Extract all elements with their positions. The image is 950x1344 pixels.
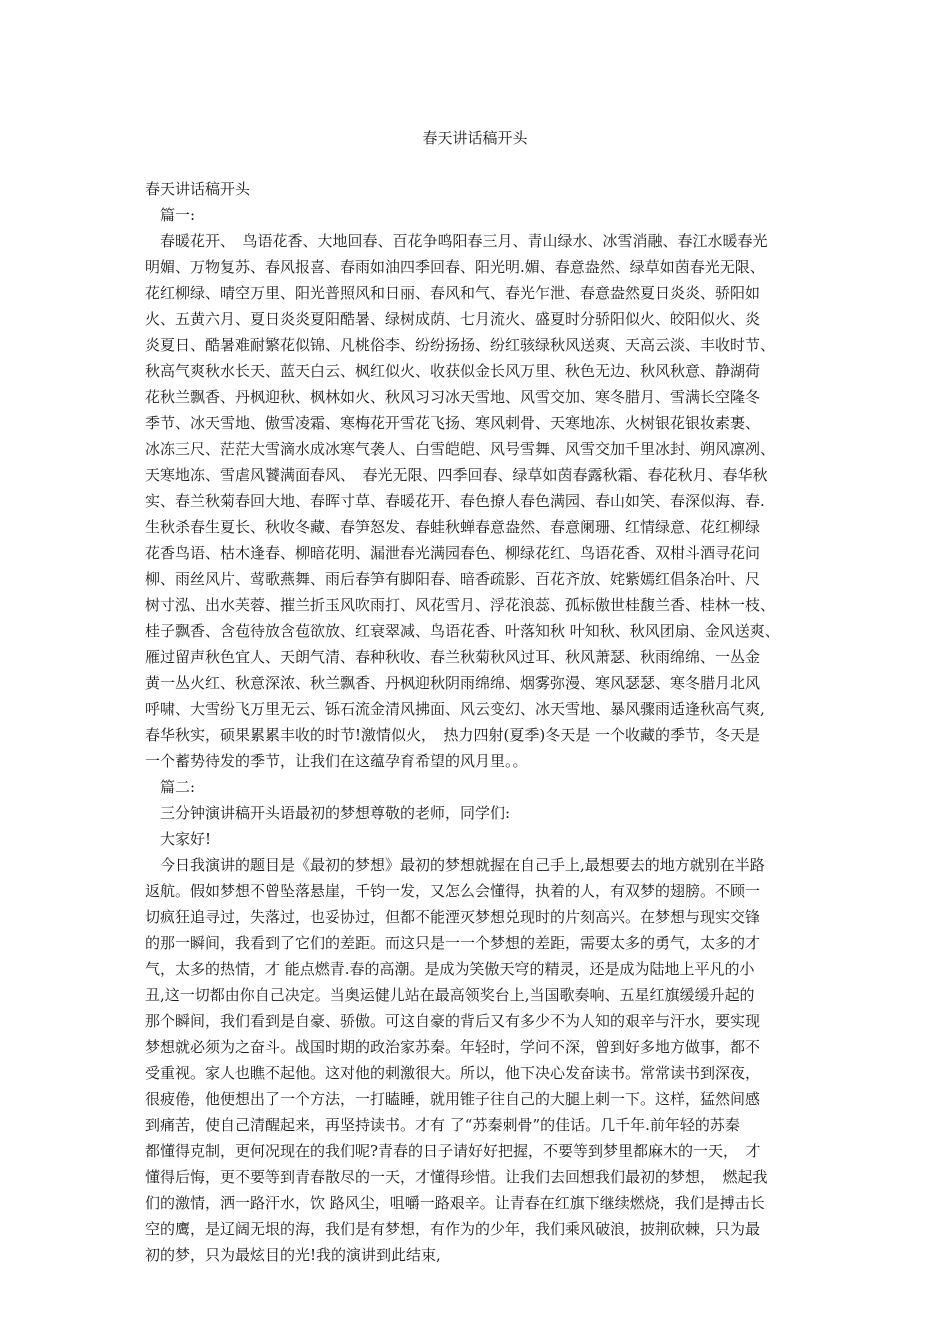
text-line: 黄一丛火红、秋意深浓、秋兰飘香、丹枫迎秋阴雨绵绵、烟雾弥漫、寒风瑟瑟、寒冬腊月北风 bbox=[145, 674, 761, 692]
text-line: 返航。假如梦想不曾坠落悬崖，千钧一发，又怎么会懂得，执着的人，有双梦的翅膀。不顾一 bbox=[145, 882, 761, 900]
text-line: 呼啸、大雪纷飞万里无云、铄石流金清风拂面、风云变幻、冰天雪地、暴风骤雨适逢秋高气爽, bbox=[145, 700, 765, 718]
text-line: 受重视。家人也瞧不起他。这对他的刺激很大。所以，他下决心发奋读书。常常读书到深夜， bbox=[145, 1064, 761, 1082]
text-line: 丑,这一切都由你自己决定。当奥运健儿站在最高领奖台上,当国歌奏响、五星红旗缓缓升起的 bbox=[145, 986, 755, 1004]
text-line: 初的梦，只为最炫目的光!我的演讲到此结束, bbox=[145, 1246, 441, 1264]
text-line: 秋高气爽秋水长天、蓝天白云、枫红似火、收获似金长风万里、秋色无边、秋风秋意、静湖荷 bbox=[145, 362, 761, 380]
text-line: 都懂得克制，更何况现在的我们呢?青春的日子请好好把握，不要等到梦里都麻木的一天， 才 bbox=[145, 1142, 761, 1160]
text-line: 今日我演讲的题目是《最初的梦想》最初的梦想就握在自己手上,最想要去的地方就别在半路 bbox=[145, 856, 765, 874]
text-line: 明媚、万物复苏、春风报喜、春雨如油四季回春、阳光明.媚、春意盎然、绿草如茵春光无限、 bbox=[145, 258, 765, 276]
document-title: 春天讲话稿开头 bbox=[422, 129, 528, 147]
text-line: 到痛苦，使自己清醒起来，再坚持读书。才有 了“苏秦刺骨”的佳话。几千年.前年轻的苏秦 bbox=[145, 1116, 740, 1134]
text-line: 梦想就必须为之奋斗。战国时期的政治家苏秦。年轻时，学问不深，曾到好多地方做事，都不 bbox=[145, 1038, 761, 1056]
text-line: 桂子飘香、含苞待放含苞欲放、红衰翠减、鸟语花香、叶落知秋 叶知秋、秋风团扇、金风送爽、 bbox=[145, 622, 780, 640]
text-line: 大家好! bbox=[145, 830, 212, 848]
text-line: 气，太多的热情，才 能点燃青.春的高潮。是成为笑傲天穹的精灵，还是成为陆地上平凡的小 bbox=[145, 960, 755, 978]
text-line: 春暖花开、 鸟语花香、大地回春、百花争鸣阳春三月、青山绿水、冰雪消融、春江水暖春光 bbox=[145, 232, 768, 250]
text-line: 花秋兰飘香、丹枫迎秋、枫林如火、秋风习习冰天雪地、风雪交加、寒冬腊月、雪满长空隆冬 bbox=[145, 388, 761, 406]
text-line: 三分钟演讲稿开头语最初的梦想尊敬的老师，同学们: bbox=[145, 804, 511, 822]
text-line: 的那一瞬间，我看到了它们的差距。而这只是一一个梦想的差距，需要太多的勇气，太多的才 bbox=[145, 934, 761, 952]
text-line: 季节、冰天雪地、傲雪凌霜、寒梅花开雪花飞扬、寒风刺骨、天寒地冻、火树银花银妆素裹、 bbox=[145, 414, 761, 432]
text-line: 火、五黄六月、夏日炎炎夏阳酷暑、绿树成荫、七月流火、盛夏时分骄阳似火、皎阳似火、炎 bbox=[145, 310, 761, 328]
text-line: 柳、雨丝风片、莺歌燕舞、雨后春笋有脚阳春、暗香疏影、百花齐放、姹紫嫣红倡条冶叶、尺 bbox=[145, 570, 761, 588]
text-line: 生秋杀春生夏长、秋收冬藏、春笋怒发、春蛙秋蝉春意盎然、春意阑珊、红情绿意、花红柳绿 bbox=[145, 518, 761, 536]
text-line: 冰冻三尺、茫茫大雪滴水成冰寒气袭人、白雪皑皑、风号雪舞、风雪交加千里冰封、朔风凛冽、 bbox=[145, 440, 776, 458]
text-line: 们的激情，洒一路汗水，饮 路风尘，咀嚼一路艰辛。让青春在红旗下继续燃烧，我们是搏击长 bbox=[145, 1194, 765, 1212]
text-line: 实、春兰秋菊春回大地、春晖寸草、春暖花开、春色撩人春色满园、春山如笑、春深似海、春. bbox=[145, 492, 765, 510]
text-line: 天寒地冻、雪虐风饕满面春风、 春光无限、四季回春、绿草如茵春露秋霜、春花秋月、春华秋 bbox=[145, 466, 768, 484]
text-line: 篇二: bbox=[145, 778, 196, 796]
text-line: 春华秋实，硕果累累丰收的时节!激情似火， 热力四射(夏季)冬天是 一个收藏的季节，冬天是 bbox=[145, 726, 761, 744]
text-line: 树寸泓、出水芙蓉、摧兰折玉风吹雨打、风花雪月、浮花浪蕊、孤标傲世桂馥兰香、桂林一枝、 bbox=[145, 596, 776, 614]
text-line: 懂得后悔，更不要等到青春散尽的一天，才懂得珍惜。让我们去回想我们最初的梦想， 燃起我 bbox=[145, 1168, 768, 1186]
text-line: 很疲倦，他便想出了一个方法，一打瞌睡，就用锥子往自己的大腿上刺一下。这样，猛然间感 bbox=[145, 1090, 761, 1108]
text-line: 花香鸟语、枯木逢春、柳暗花明、漏泄春光满园春色、柳绿花红、鸟语花香、双柑斗酒寻花问 bbox=[145, 544, 761, 562]
document-body bbox=[145, 176, 825, 1268]
text-line: 切疯狂追寻过，失落过，也妥协过，但都不能湮灭梦想兑现时的片刻高兴。在梦想与现实交锋 bbox=[145, 908, 761, 926]
text-line: 一个蓄势待发的季节，让我们在这蕴孕育希望的风月里。。 bbox=[145, 752, 528, 770]
text-line: 炎夏日、酷暑难耐繁花似锦、凡桃俗李、纷纷扬扬、纷红骇绿秋风送爽、天高云淡、丰收时节、 bbox=[145, 336, 776, 354]
text-line: 雁过留声秋色宜人、天朗气清、春种秋收、春兰秋菊秋风过耳、秋风萧瑟、秋雨绵绵、一丛金 bbox=[145, 648, 761, 666]
text-line: 篇一: bbox=[145, 206, 196, 224]
text-line: 花红柳绿、晴空万里、阳光普照风和日丽、春风和气、春光乍泄、春意盎然夏日炎炎、骄阳如 bbox=[145, 284, 761, 302]
text-line: 春天讲话稿开头 bbox=[145, 180, 251, 198]
text-line: 空的鹰，是辽阔无垠的海，我们是有梦想，有作为的少年，我们乘风破浪，披荆砍棘，只为最 bbox=[145, 1220, 761, 1238]
text-line: 那个瞬间，我们看到是自豪、骄傲。可这自豪的背后又有多少不为人知的艰辛与汗水，要实现 bbox=[145, 1012, 761, 1030]
